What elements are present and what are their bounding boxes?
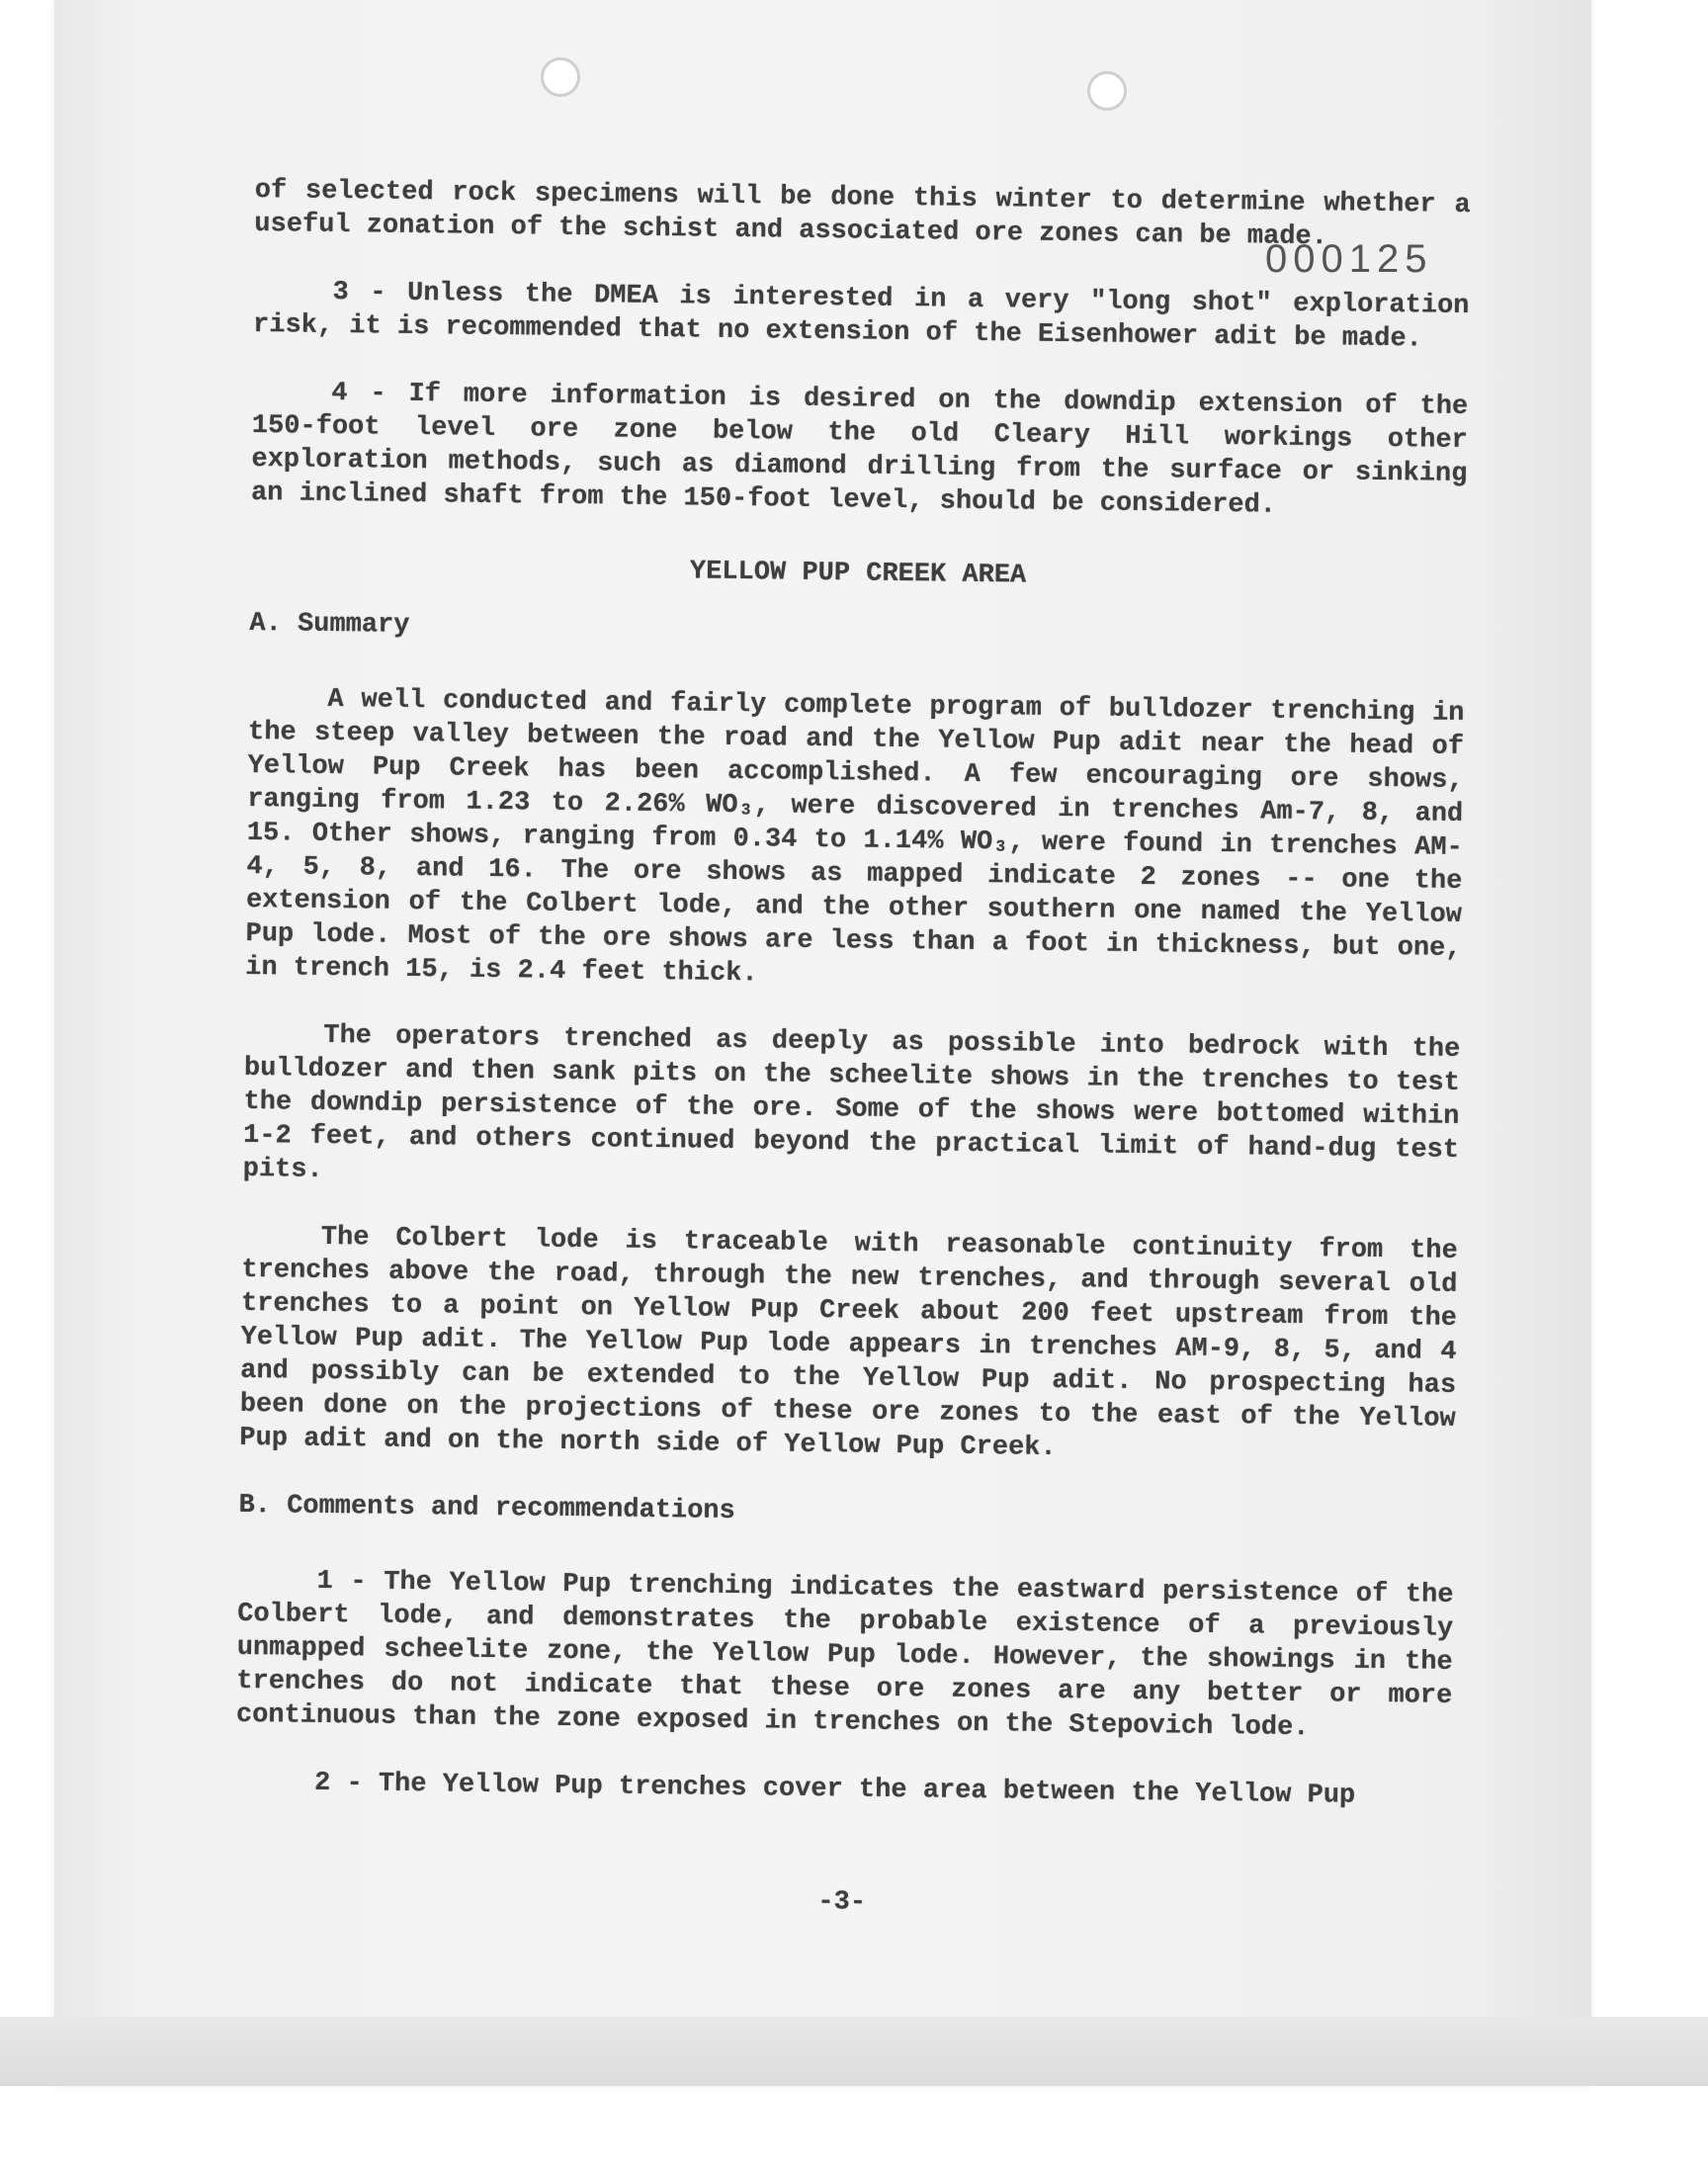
recommendation-4: 4 - If more information is desired on the downdip extension of the 150-foot level ore zone below the old Cleary Hill workings other exploration methods, such as diamond drilling from the surface or sinking an inclined shaft from the 150-foot level, should be considered. — [250, 378, 1469, 521]
page-number: -3- — [817, 1887, 867, 1918]
heading-comments: B. Comments and recommendations — [238, 1490, 735, 1527]
scan-bottom-edge — [0, 2017, 1708, 2086]
summary-paragraph-1: A well conducted and fairly complete program of bulldozer trenching in the steep valley between the road and the Yellow Pup adit near the head of Yellow Pup Creek has been accomplished. A few encouraging ore shows, ranging from 1.23 to 2.26% WO₃, were discovered in trenches Am-7, 8, and 15. Other shows, ranging from 0.34 to 1.14% WO₃, were found in trenches AM-4, 5, 8, and 16. The ore shows as mapped indicate 2 zones -- one the extension of the Colbert lode, and the other southern one named the Yellow Pup lode. Most of the ore shows are less than a foot in thickness, but one, in trench 15, is 2.4 feet thick. — [245, 684, 1465, 990]
document-stamp-number: 000125 — [1265, 237, 1433, 281]
section-title: YELLOW PUP CREEK AREA — [689, 557, 1027, 591]
comment-2: 2 - The Yellow Pup trenches cover the area between the Yellow Pup — [313, 1768, 1356, 1811]
punch-hole-right — [1087, 71, 1127, 111]
document-body — [234, 174, 1471, 1927]
heading-summary: A. Summary — [249, 608, 410, 641]
punch-hole-left — [541, 57, 580, 97]
summary-paragraph-2: The operators trenched as deeply as possible into bedrock with the bulldozer and then sank pits on the scheelite shows in the trenches to test the downdip persistence of the ore. Some of the shows were bottomed within 1-2 feet, and others continued beyond the practical limit of hand-dug test pits. — [242, 1020, 1461, 1185]
comment-1: 1 - The Yellow Pup trenching indicates the eastward persistence of the Colbert lode, and demonstrates the probable existence of a previously unmapped scheelite zone, the Yellow Pup lode. However, the showings in the trenches do not indicate that these ore zones are any better or more continuous than the zone exposed in trenches on the Stepovich lode. — [235, 1566, 1454, 1744]
summary-paragraph-3: The Colbert lode is traceable with reasonable continuity from the trenches above the road, through the new trenches, and through several old trenches to a point on Yellow Pup Creek about 200 feet upstream from the Yellow Pup adit. The Yellow Pup lode appears in trenches AM-9, 8, 5, and 4 and possibly can be extended to the Yellow Pup adit. No prospecting has been done on the projections of these ore zones to the east of the Yellow Pup adit and on the north side of Yellow Pup Creek. — [239, 1222, 1458, 1463]
paragraph-continuation: of selected rock specimens will be done this winter to determine whether a useful zonation of the schist and associated ore zones can be made. — [254, 175, 1471, 253]
recommendation-3: 3 - Unless the DMEA is interested in a very "long shot" exploration risk, it is recommended that no extension of the Eisenhower adit be made. — [252, 277, 1470, 355]
